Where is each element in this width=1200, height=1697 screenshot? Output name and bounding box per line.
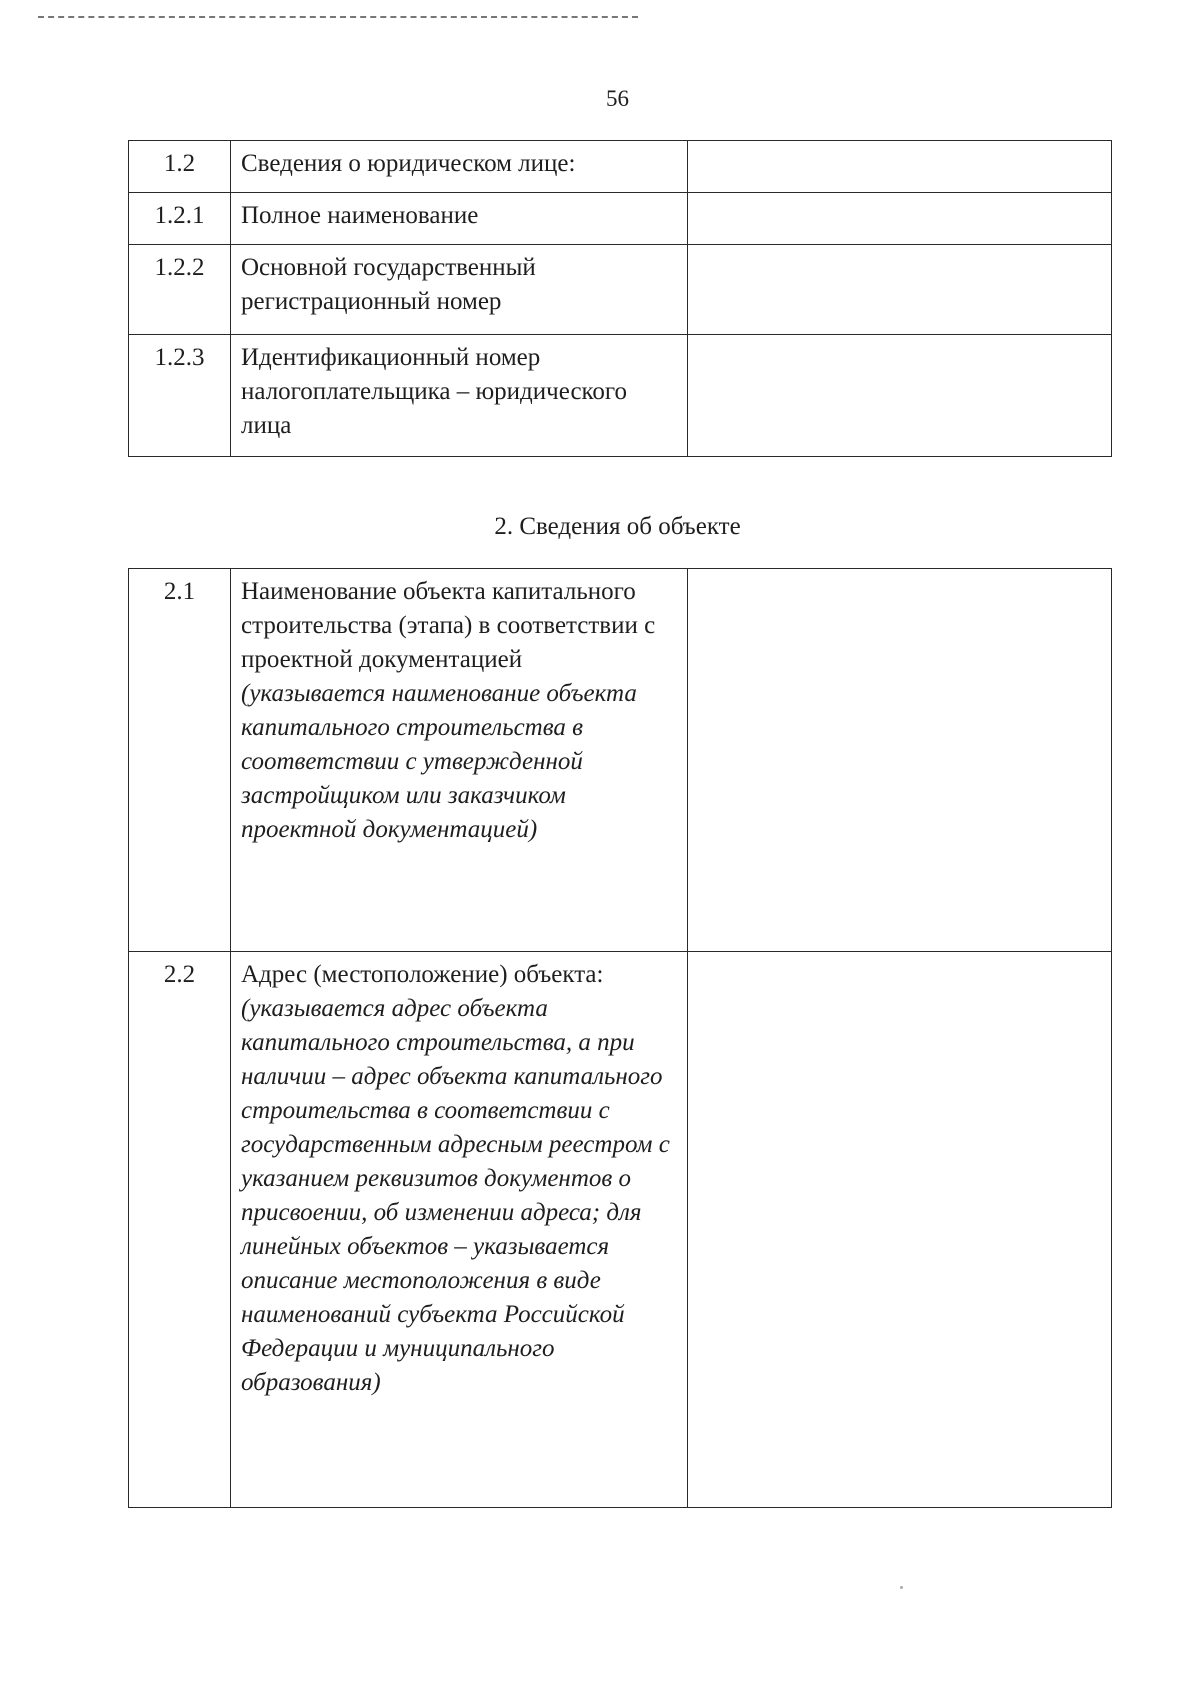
row-label-cell <box>231 952 688 1508</box>
row-number: 1.2.3 <box>129 335 231 457</box>
row-number: 2.1 <box>129 569 231 952</box>
object-info-table <box>128 568 1112 1508</box>
page-number: 56 <box>606 86 629 111</box>
row-number: 1.2.2 <box>129 245 231 335</box>
row-value-cell[interactable] <box>688 952 1112 1508</box>
section-title: 2. Сведения об объекте <box>494 513 741 540</box>
row-label: Идентификационный номер налогоплательщика – юридического лица <box>231 335 688 457</box>
row-label: Сведения о юридическом лице: <box>231 141 688 193</box>
row-number: 1.2.1 <box>129 193 231 245</box>
row-number: 1.2 <box>129 141 231 193</box>
row-number: 2.2 <box>129 952 231 1508</box>
scan-speck <box>900 1586 903 1589</box>
row-value-cell[interactable] <box>688 193 1112 245</box>
row-value-cell[interactable] <box>688 335 1112 457</box>
row-value-cell[interactable] <box>688 245 1112 335</box>
table-row <box>129 569 1112 952</box>
row-hint: (указывается адрес объекта капитального строительства, а при наличии – адрес объекта капитального строительства в соответствии с государственным адресным реестром с указанием реквизитов документов о присвоении, об изменении адреса; для линейных объектов – указывается описание местоположения в виде наименований субъекта Российской Федерации и муниципального образования) <box>241 995 670 1396</box>
row-value-cell[interactable] <box>688 569 1112 952</box>
legal-entity-table <box>128 140 1112 457</box>
row-label: Полное наименование <box>231 193 688 245</box>
table-row <box>129 193 1112 245</box>
table-row <box>129 335 1112 457</box>
row-label-cell <box>231 569 688 952</box>
table-row <box>129 952 1112 1508</box>
table-row <box>129 141 1112 193</box>
row-label: Наименование объекта капитального строительства (этапа) в соответствии с проектной документацией <box>241 578 656 673</box>
table-row <box>129 245 1112 335</box>
row-hint: (указывается наименование объекта капитального строительства в соответствии с утвержденной застройщиком или заказчиком проектной документацией) <box>241 680 637 843</box>
row-value-cell[interactable] <box>688 141 1112 193</box>
scan-edge-line <box>38 16 638 18</box>
row-label: Адрес (местоположение) объекта: <box>241 961 604 988</box>
row-label: Основной государственный регистрационный номер <box>231 245 688 335</box>
